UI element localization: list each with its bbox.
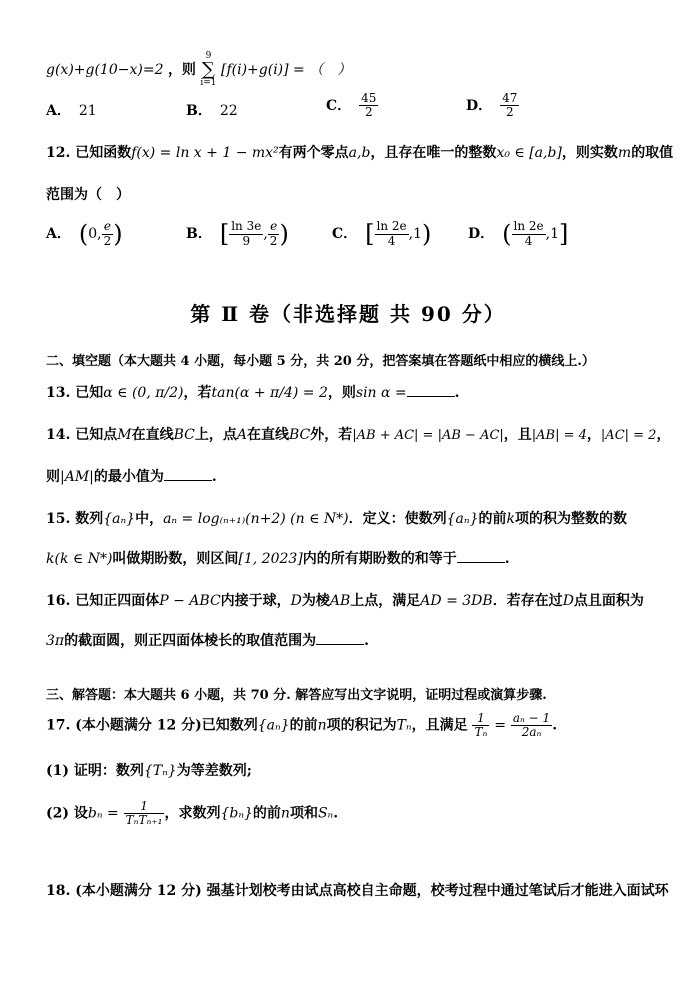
q14-BC: BC — [173, 427, 195, 443]
q14-BC: BC — [288, 427, 311, 443]
fraction-den: 2 — [103, 233, 112, 248]
q11-sum — [200, 52, 216, 88]
answer-blank[interactable] — [457, 562, 505, 563]
q18-line — [46, 880, 669, 900]
fraction-den: 2 — [364, 105, 373, 120]
q13-line — [46, 382, 666, 402]
q15-text: 的前 — [478, 511, 507, 527]
q17-text: 项的积记为 — [326, 717, 397, 734]
option-value: 21 — [78, 103, 97, 119]
q12-ab: a,b — [348, 145, 371, 161]
q15-text: 中， — [135, 511, 164, 527]
q17-Tn: Tₙ — [396, 717, 412, 734]
bracket: ( — [78, 220, 89, 248]
option-post: ,1 — [545, 226, 559, 242]
q14-M: M — [117, 427, 132, 443]
q13-eq: tan(α + π/4) = 2 — [211, 385, 328, 401]
q15-interval: [1, 2023] — [238, 551, 303, 567]
q15-number: 15. — [46, 511, 71, 527]
part-label: (2) — [46, 805, 69, 822]
q14-number: 14. — [46, 427, 71, 443]
q17-text: 的前 — [289, 717, 318, 734]
fraction-num: 45 — [361, 91, 377, 105]
q12-number: 12. — [46, 145, 71, 161]
q17-end: . — [333, 805, 339, 822]
bracket: ( — [502, 220, 512, 248]
fraction-num: aₙ − 1 — [512, 711, 551, 725]
q11-then: ，则 — [167, 62, 196, 78]
q15-k: k — [506, 511, 515, 527]
q12-x0: x₀ ∈ [a,b] — [496, 145, 562, 161]
q11-sum-bottom: i=1 — [200, 78, 217, 88]
q12-option-b — [186, 220, 289, 248]
q17-n: n — [280, 805, 290, 822]
fraction-num: 47 — [502, 91, 518, 105]
fraction — [124, 800, 165, 827]
q17-text: 的前 — [252, 805, 281, 822]
q16-line2 — [46, 630, 666, 650]
bracket: ) — [422, 220, 432, 248]
q16-text: 的截面圆，则正四面体棱长的取值范围为 — [64, 633, 317, 649]
equals-sign: = — [494, 717, 506, 734]
option-value: 22 — [219, 103, 238, 119]
q16-D: D — [290, 593, 302, 609]
bracket: [ — [219, 220, 230, 248]
q13-ask: sin α = — [355, 385, 407, 401]
fraction — [268, 220, 280, 247]
option-label: C． — [332, 226, 358, 242]
q17-text: ，求数列 — [164, 805, 221, 822]
q14-eq1: |AB + AC| = |AB − AC| — [352, 428, 504, 443]
q17-text: 为等差数列; — [176, 763, 252, 779]
fraction — [375, 220, 409, 247]
fraction — [512, 220, 546, 247]
q14-text: ，且 — [503, 427, 532, 443]
q16-text: 为棱 — [301, 593, 330, 609]
section-title: 第 Ⅱ 卷（非选择题 共 90 分） — [190, 302, 506, 326]
fraction-num: e — [102, 220, 114, 234]
option-label: A． — [46, 226, 71, 242]
fraction-den: Tₙ — [474, 725, 488, 740]
fraction-num: 1 — [124, 800, 165, 814]
answer-blank[interactable] — [164, 480, 212, 481]
q12-text: ，则实数 — [561, 145, 618, 161]
q14-text: 已知点 — [75, 427, 118, 443]
bracket: [ — [365, 220, 375, 248]
q11-option-d — [466, 92, 519, 119]
q17-bn: bₙ = — [87, 805, 119, 822]
fraction-num: 1 — [472, 712, 489, 726]
q16-line1 — [46, 590, 666, 610]
fraction-num: ln 2e — [376, 219, 407, 234]
q15-seq: {aₙ} — [446, 511, 479, 527]
q12-text: 有两个零点 — [278, 145, 349, 161]
q14-AM: |AM| — [60, 469, 94, 485]
q12-text: ，且存在唯一的整数 — [370, 145, 497, 161]
q16-end: . — [364, 633, 369, 649]
q15-seq: {aₙ} — [103, 511, 136, 527]
q15-text: 叫做期盼数，则区间 — [112, 551, 239, 567]
q12-text: 已知函数 — [75, 145, 132, 161]
q17-n: n — [317, 717, 327, 734]
q17-part2 — [46, 800, 666, 827]
q14-end: . — [211, 469, 217, 485]
q17-text: 设 — [73, 805, 88, 822]
q12-line1 — [46, 142, 674, 162]
q17-text: ，且满足 — [411, 717, 468, 734]
fraction — [229, 220, 263, 247]
q16-D: D — [562, 593, 574, 609]
fraction-den: 2 — [505, 105, 514, 120]
q17-text: 证明：数列 — [73, 763, 144, 779]
option-label: D． — [466, 97, 493, 114]
option-post: ,1 — [408, 226, 423, 242]
option-mid: , — [263, 226, 268, 242]
bracket: ) — [113, 220, 123, 248]
fraction-den: 2aₙ — [521, 725, 542, 740]
q13-text: ，则 — [327, 385, 356, 401]
q18-text: 强基计划校考由试点高校自主命题，校考过程中通过笔试后才能进入面试环 — [206, 883, 669, 899]
q16-number: 16. — [46, 593, 71, 609]
q17-text: 项和 — [289, 805, 318, 822]
q11-sum-body: [f(i)+g(i)] = （ ） — [221, 62, 352, 78]
answer-blank[interactable] — [316, 644, 364, 645]
bracket: ] — [559, 220, 569, 248]
q13-text: ，若 — [183, 385, 212, 401]
fraction — [102, 220, 114, 247]
q14-eq2: |AB| = 4 — [531, 428, 587, 443]
option-pre: 0, — [88, 226, 102, 242]
q13-number: 13. — [46, 385, 71, 401]
fraction — [500, 92, 519, 119]
q11-option-a — [46, 100, 97, 120]
q15-text: 内的所有期盼数的和等于 — [302, 551, 457, 567]
fraction-den: 4 — [387, 233, 396, 248]
q12-option-c — [332, 220, 431, 248]
option-label: A． — [46, 103, 71, 119]
solve-heading: 三、解答题：本大题共 6 小题，共 70 分. 解答应写出文字说明，证明过程或演算步骤. — [46, 688, 547, 703]
q14-text: 则 — [46, 469, 60, 485]
option-label: D． — [468, 226, 495, 242]
q17-head: 17. (本小题满分 12 分) — [46, 717, 202, 734]
q14-eq3: |AC| = 2 — [600, 428, 657, 443]
option-label: B． — [186, 226, 212, 242]
q15-def: aₙ = log₍ₙ₊₁₎(n+2) (n ∈ N*) — [163, 511, 349, 527]
option-label: C． — [326, 97, 352, 114]
q14-A: A — [236, 427, 247, 443]
q15-k: k(k ∈ N*) — [46, 551, 113, 567]
q16-eq: AD = 3DB — [420, 593, 493, 609]
q16-text: ．若存在过 — [492, 593, 563, 609]
q14-text: 在直线 — [246, 427, 289, 443]
q18-head: 18. (本小题满分 12 分) — [46, 883, 202, 899]
fraction-den: 4 — [524, 233, 533, 248]
answer-blank[interactable] — [407, 396, 455, 397]
q12-func: f(x) = ln x + 1 − mx² — [131, 145, 279, 161]
sigma-icon: ∑ — [202, 59, 215, 80]
q17-end: . — [552, 717, 558, 734]
q16-P: P − ABC — [159, 593, 221, 609]
fraction-num: ln 2e — [513, 219, 544, 234]
fraction — [511, 712, 552, 739]
q17-line1 — [46, 712, 666, 739]
q17-seq: {aₙ} — [257, 717, 290, 734]
part-label: (1) — [46, 763, 69, 779]
q15-text: ．定义：使数列 — [348, 511, 447, 527]
q11-option-b — [186, 100, 238, 120]
q16-text: 上点，满足 — [350, 593, 421, 609]
q16-text: 内接于球， — [220, 593, 291, 609]
fraction-den: 9 — [242, 233, 251, 248]
q14-text: 在直线 — [131, 427, 174, 443]
q16-area: 3π — [46, 633, 65, 649]
q15-line1 — [46, 508, 666, 528]
q16-AB: AB — [329, 593, 351, 609]
q12-option-a — [46, 220, 123, 248]
q13-text: 已知 — [75, 385, 104, 401]
q15-end: . — [504, 551, 510, 567]
fraction-den: TₙTₙ₊₁ — [125, 813, 163, 828]
fill-heading: 二、填空题（本大题共 4 小题，每小题 5 分，共 20 分，把答案填在答题纸中相应的横线上.） — [46, 354, 595, 369]
bracket: ) — [279, 220, 289, 248]
q17-part1 — [46, 760, 666, 780]
fraction-num: e — [268, 220, 280, 234]
q11-condition-line — [46, 52, 666, 88]
q12-line2: 范围为（ ） — [46, 187, 130, 203]
option-label: B． — [186, 103, 212, 119]
q14-text: 上，点 — [194, 427, 237, 443]
q15-text: 项的积为整数的数 — [514, 511, 627, 527]
q17-seq: {bₙ} — [220, 805, 253, 822]
q17-S: Sₙ — [317, 805, 334, 822]
q11-expr: g(x)+g(10−x)=2 — [46, 62, 164, 78]
q14-line2 — [46, 466, 666, 486]
fraction — [472, 712, 489, 739]
q12-m: m — [617, 145, 632, 161]
q14-text: ， — [586, 427, 601, 443]
q17-seq: {Tₙ} — [143, 763, 177, 779]
q11-sum-top: 9 — [205, 51, 212, 61]
q14-text: 外，若 — [310, 427, 353, 443]
q16-text: 点且面积为 — [573, 593, 644, 609]
q15-text: 数列 — [75, 511, 104, 527]
q17-text: 已知数列 — [201, 717, 258, 734]
q12-option-d — [468, 220, 568, 248]
fraction-num: ln 3e — [231, 219, 262, 234]
q14-text: ， — [656, 427, 671, 443]
q11-option-c — [326, 92, 378, 119]
q15-line2 — [46, 548, 666, 568]
q12-text: 的取值 — [631, 145, 674, 161]
fraction-den: 2 — [269, 233, 278, 248]
q13-end: . — [454, 385, 460, 401]
fraction — [359, 92, 378, 119]
q16-text: 已知正四面体 — [75, 593, 160, 609]
q13-cond: α ∈ (0, π/2) — [103, 385, 184, 401]
q14-line1 — [46, 424, 671, 444]
q14-text: 的最小值为 — [93, 469, 164, 485]
